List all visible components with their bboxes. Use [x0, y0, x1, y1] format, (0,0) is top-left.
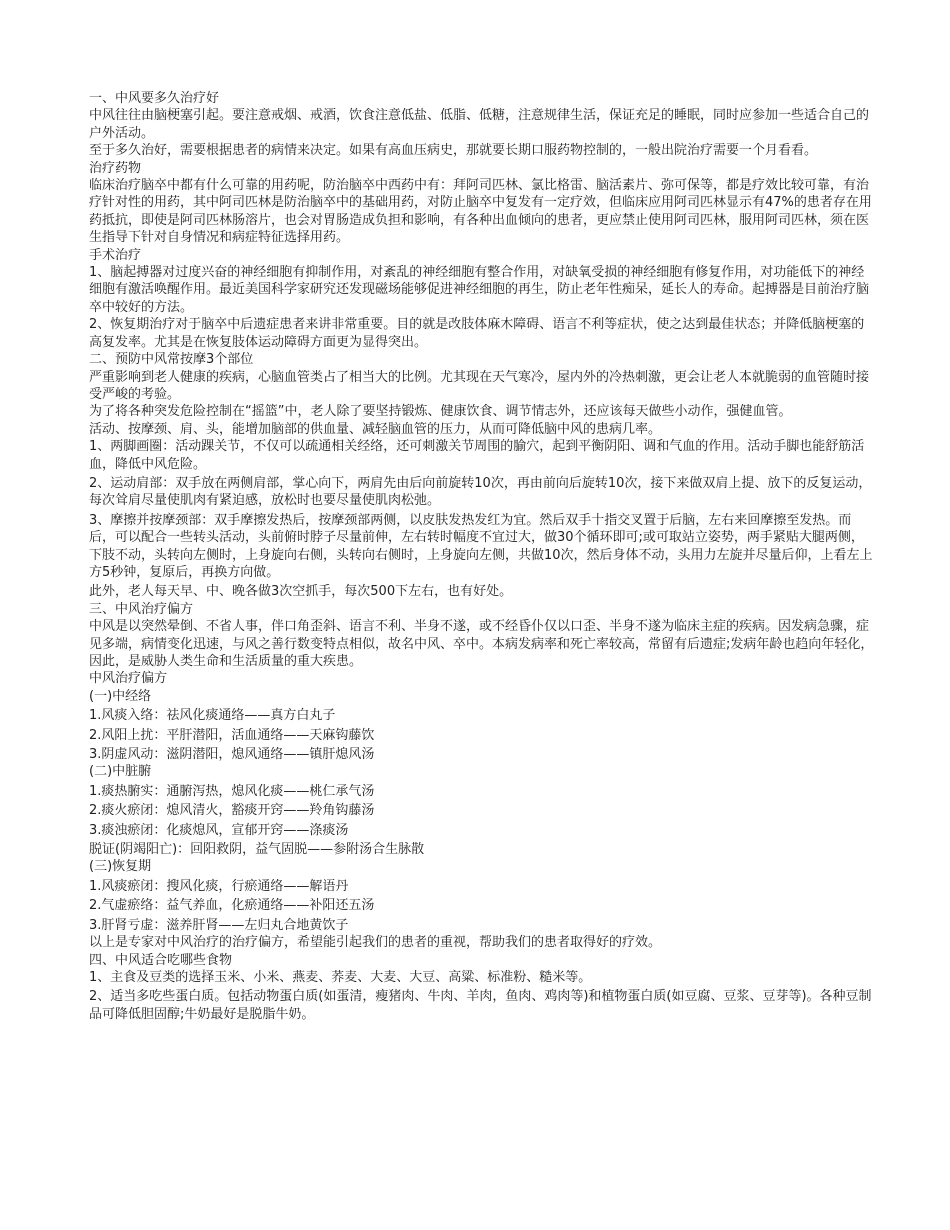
- heading-section-1: 一、中风要多久治疗好: [89, 91, 220, 106]
- paragraph: 此外，老人每天早、中、晚各做3次空抓手，每次500下左右，也有好处。: [89, 584, 513, 600]
- paragraph: 临床治疗脑卒中都有什么可靠的用药呢，防治脑卒中西药中有：拜阿司匹林、氯比格雷、脑活素片、弥可保等，都是疗效比较可靠，有治疗针对性的用药，其中阿司匹林是防治脑卒中的基础用药，对防止脑卒中复发有一定疗效，但临床应用阿司匹林显示有47%的患者存在用药抵抗，即使是阿司匹林肠溶片，也会对胃肠造成负担和影响，有各种出血倾向的患者，更应禁止使用阿司匹林，服用阿司匹林，须在医生指导下针对自身情况和病症特征选择用药。: [89, 178, 872, 246]
- paragraph: 2、恢复期治疗对于脑卒中后遗症患者来讲非常重要。目的就是改肢体麻木障碍、语言不利等症状，使之达到最佳状态；并降低脑梗塞的高复发率。尤其是在恢复肢体运动障碍方面更为显得突出。: [89, 317, 865, 350]
- paragraph: 活动、按摩颈、肩、头，能增加脑部的供血量、减轻脑血管的压力，从而可降低脑中风的患病几率。: [89, 421, 662, 437]
- list-item: 2.气虚瘀络：益气养血，化瘀通络——补阳还五汤: [89, 898, 375, 914]
- list-group-heading: (一)中经络: [89, 688, 152, 704]
- list-group-heading: (三)恢复期: [89, 859, 152, 875]
- paragraph: 3、摩擦并按摩颈部：双手摩擦发热后，按摩颈部两侧，以皮肤发热发红为宜。然后双手十指交叉置于后脑，左右来回摩擦至发热。而后，可以配合一些转头活动，头前俯时脖子尽量前伸，左右转时幅度不宜过大，做30个循环即可;或可取站立姿势，两手紧贴大腿两侧，下肢不动，头转向左侧时，上身旋向右侧，头转向右侧时，上身旋向左侧，共做10次，然后身体不动，头用力左旋并尽量后仰，上看左上方5秒钟，复原后，再换方向做。: [89, 512, 873, 580]
- list-item: 2.痰火瘀闭：熄风清火，豁痰开窍——羚角钩藤汤: [89, 803, 375, 819]
- paragraph: 1、脑起搏器对过度兴奋的神经细胞有抑制作用，对紊乱的神经细胞有整合作用，对缺氧受损的神经细胞有修复作用，对功能低下的神经细胞有激活唤醒作用。最近美国科学家研究还发现磁场能够促进神经细胞的再生，防止老年性痴呆，延长人的寿命。起搏器是目前治疗脑卒中较好的方法。: [89, 265, 870, 315]
- list-item: 1.风痰入络：祛风化痰通络——真方白丸子: [89, 708, 336, 724]
- subheading-medication: 治疗药物: [89, 160, 142, 176]
- heading-section-2: 二、预防中风常按摩3个部位: [89, 352, 254, 368]
- paragraph: 中风往往由脑梗塞引起。要注意戒烟、戒酒，饮食注意低盐、低脂、低糖，注意规律生活，保证充足的睡眠，同时应参加一些适合自己的户外活动。: [89, 108, 870, 141]
- paragraph: 为了将各种突发危险控制在“摇篮”中，老人除了要坚持锻炼、健康饮食、调节情志外，还应该每天做些小动作，强健血管。: [89, 404, 792, 420]
- paragraph: 中风是以突然晕倒、不省人事，伴口角歪斜、语言不利、半身不遂，或不经昏仆仅以口歪、半身不遂为临床主症的疾病。因发病急骤，症见多端，病情变化迅速，与风之善行数变特点相似，故名中风、卒中。本病发病率和死亡率较高，常留有后遗症;发病年龄也趋向年轻化，因此，是威胁人类生命和生活质量的重大疾患。: [89, 619, 874, 669]
- list-item: 2、适当多吃些蛋白质。包括动物蛋白质(如蛋清，瘦猪肉、牛肉、羊肉，鱼肉、鸡肉等)和植物蛋白质(如豆腐、豆浆、豆芽等)。各种豆制品可降低胆固醇;牛奶最好是脱脂牛奶。: [89, 989, 872, 1022]
- list-item: 脱证(阴竭阳亡)：回阳救阴，益气固脱——参附汤合生脉散: [89, 842, 425, 858]
- list-item: 2.风阳上扰：平肝潜阳，活血通络——天麻钩藤饮: [89, 727, 375, 743]
- list-item: 3.痰浊瘀闭：化痰熄风，宣郁开窍——涤痰汤: [89, 822, 349, 838]
- list-item: 3.肝肾亏虚：滋养肝肾——左归丸合地黄饮子: [89, 917, 349, 933]
- paragraph: 严重影响到老人健康的疾病，心脑血管类占了相当大的比例。尤其现在天气寒冷，屋内外的冷热刺激，更会让老人本就脆弱的血管随时接受严峻的考验。: [89, 369, 870, 402]
- document-body: [89, 90, 874, 1023]
- paragraph: 以上是专家对中风治疗的治疗偏方，希望能引起我们的患者的重视，帮助我们的患者取得好的疗效。: [89, 935, 662, 951]
- list-item: 3.阴虚风动：滋阴潜阳，熄风通络——镇肝熄风汤: [89, 747, 375, 763]
- subheading-remedies: 中风治疗偏方: [89, 671, 168, 687]
- paragraph: 2、运动肩部：双手放在两侧肩部，掌心向下，两肩先由后向前旋转10次，再由前向后旋转10次，接下来做双肩上提、放下的反复运动，每次耸肩尽量使肌肉有紧迫感，放松时也要尽量使肌肉松弛。: [89, 475, 872, 509]
- list-group-heading: (二)中脏腑: [89, 764, 152, 780]
- heading-section-4: 四、中风适合吃哪些食物: [89, 952, 233, 968]
- list-item: 1.风痰瘀闭：搜风化痰，行瘀通络——解语丹: [89, 878, 349, 894]
- paragraph: 至于多久治好，需要根据患者的病情来决定。如果有高血压病史，那就要长期口服药物控制的，一般出院治疗需要一个月看看。: [89, 143, 818, 159]
- heading-section-3: 三、中风治疗偏方: [89, 601, 194, 617]
- paragraph: 1、两脚画圈：活动踝关节，不仅可以疏通相关经络，还可刺激关节周围的腧穴，起到平衡阴阳、调和气血的作用。活动手脚也能舒筋活血，降低中风危险。: [89, 439, 865, 472]
- list-item: 1、主食及豆类的选择玉米、小米、燕麦、荞麦、大麦、大豆、高粱、标准粉、糙米等。: [89, 969, 592, 985]
- list-item: 1.痰热腑实：通腑泻热，熄风化痰——桃仁承气汤: [89, 783, 375, 799]
- subheading-surgery: 手术治疗: [89, 247, 142, 263]
